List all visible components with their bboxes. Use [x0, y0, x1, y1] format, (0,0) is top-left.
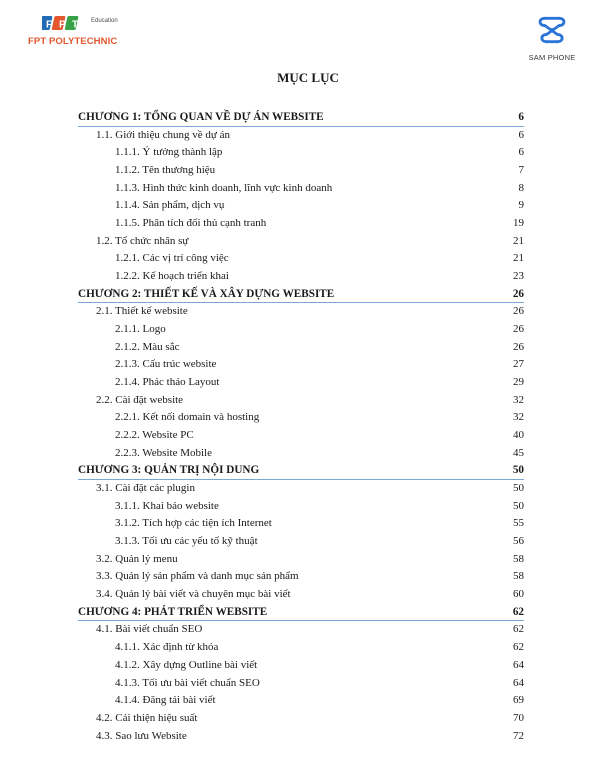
toc-entry-title: 4.1.3. Tối ưu bài viết chuẩn SEO [115, 676, 260, 689]
toc-subsection-row[interactable] [78, 268, 524, 286]
toc-page-number: 64 [513, 676, 524, 689]
toc-subsection-row[interactable] [78, 639, 524, 657]
toc-page-number: 7 [518, 164, 524, 177]
toc-entry-title: 3.3. Quản lý sản phẩm và danh mục sản phẩm [96, 570, 299, 583]
toc-chapter-row[interactable] [78, 286, 524, 304]
toc-page-number: 32 [513, 411, 524, 424]
toc-entry-title: 1.1.5. Phân tích đối thủ cạnh tranh [115, 217, 267, 230]
toc-entry-title: 4.1. Bài viết chuẩn SEO [96, 623, 203, 636]
toc-entry-title: 1.2.1. Các vị trí công việc [115, 252, 229, 265]
toc-section-row[interactable] [78, 392, 524, 410]
toc-page-number: 45 [513, 446, 524, 459]
toc-entry-title: 3.1.3. Tối ưu các yếu tố kỹ thuật [115, 535, 258, 548]
toc-page-number: 6 [518, 146, 524, 159]
toc-page-number: 72 [513, 729, 524, 742]
toc-entry-title: 1.1. Giới thiệu chung về dự án [96, 128, 230, 141]
toc-page-number: 64 [513, 658, 524, 671]
toc-page-number: 55 [513, 517, 524, 530]
toc-page-number: 26 [513, 305, 524, 318]
toc-entry-title: 2.1.3. Cấu trúc website [115, 358, 217, 371]
toc-page-number: 27 [513, 358, 524, 371]
toc-page-number: 58 [513, 552, 524, 565]
toc-subsection-row[interactable] [78, 657, 524, 675]
toc-entry-title: 1.2.2. Kế hoạch triển khai [115, 270, 229, 283]
toc-page-number: 19 [513, 217, 524, 230]
toc-section-row[interactable] [78, 551, 524, 569]
toc-page-number: 50 [512, 464, 524, 477]
toc-page-number: 58 [513, 570, 524, 583]
toc-page-number: 60 [513, 588, 524, 601]
toc-section-row[interactable] [78, 586, 524, 604]
toc-page-number: 32 [513, 393, 524, 406]
toc-subsection-row[interactable] [78, 197, 524, 215]
toc-section-row[interactable] [78, 480, 524, 498]
toc-entry-title: 1.1.3. Hình thức kinh doanh, lĩnh vực kinh doanh [115, 181, 333, 194]
toc-section-row[interactable] [78, 728, 524, 746]
toc-entry-title: 4.1.1. Xác định từ khóa [115, 641, 219, 654]
toc-entry-title: 4.1.2. Xây dựng Outline bài viết [115, 658, 258, 671]
toc-subsection-row[interactable] [78, 409, 524, 427]
toc-entry-title: CHƯƠNG 3: QUẢN TRỊ NỘI DUNG [78, 464, 260, 477]
toc-entry-title: 3.4. Quản lý bài viết và chuyên mục bài viết [96, 588, 291, 601]
toc-subsection-row[interactable] [78, 250, 524, 268]
page-header [0, 0, 616, 80]
sam-phone-logo [520, 12, 584, 72]
toc-entry-title: 1.1.1. Ý tưởng thành lập [115, 146, 223, 159]
toc-entry-title: CHƯƠNG 2: THIẾT KẾ VÀ XÂY DỰNG WEBSITE [78, 287, 335, 300]
toc-entry-title: 3.1.1. Khai báo website [115, 499, 219, 512]
toc-entry-title: CHƯƠNG 1: TỔNG QUAN VỀ DỰ ÁN WEBSITE [78, 111, 324, 123]
toc-section-row[interactable] [78, 127, 524, 145]
toc-entry-title: 2.1.4. Phác thảo Layout [115, 376, 220, 389]
toc-entry-title: 2.2.2. Website PC [115, 429, 194, 442]
toc-subsection-row[interactable] [78, 675, 524, 693]
toc-subsection-row[interactable] [78, 144, 524, 162]
toc-subsection-row[interactable] [78, 445, 524, 463]
toc-subsection-row[interactable] [78, 356, 524, 374]
svg-text:T: T [72, 19, 79, 31]
toc-page-number: 40 [513, 429, 524, 442]
toc-entry-title: 2.1.1. Logo [115, 323, 166, 336]
toc-page-number: 50 [513, 482, 524, 495]
toc-entry-title: 2.2.3. Website Mobile [115, 446, 212, 459]
toc-page-number: 50 [513, 499, 524, 512]
toc-subsection-row[interactable] [78, 180, 524, 198]
toc-subsection-row[interactable] [78, 427, 524, 445]
toc-chapter-row[interactable] [78, 604, 524, 622]
fpt-logo-icon [42, 14, 82, 32]
toc-page-number: 21 [513, 234, 524, 247]
toc-subsection-row[interactable] [78, 692, 524, 710]
fpt-education-label: Education [91, 18, 118, 24]
toc-entry-title: 2.2.1. Kết nối domain và hosting [115, 411, 260, 424]
toc-entry-title: 3.2. Quản lý menu [96, 552, 178, 565]
toc-title: MỤC LỤC [277, 70, 339, 85]
toc-page-number: 8 [518, 181, 524, 194]
toc-entry-title: 2.1. Thiết kế website [96, 305, 188, 318]
toc-page-number: 23 [513, 270, 524, 283]
svg-text:P: P [59, 19, 66, 31]
toc-subsection-row[interactable] [78, 498, 524, 516]
toc-page-number: 6 [518, 128, 524, 141]
toc-page-number: 26 [513, 340, 524, 353]
toc-entry-title: 3.1.2. Tích hợp các tiện ích Internet [115, 517, 272, 530]
toc-entry-title: 1.2. Tổ chức nhân sự [96, 234, 189, 247]
toc-subsection-row[interactable] [78, 321, 524, 339]
toc-page-number: 26 [513, 323, 524, 336]
toc-subsection-row[interactable] [78, 515, 524, 533]
toc-entry-title: 1.1.4. Sản phẩm, dịch vụ [115, 199, 225, 212]
toc-subsection-row[interactable] [78, 339, 524, 357]
toc-subsection-row[interactable] [78, 374, 524, 392]
toc-section-row[interactable] [78, 621, 524, 639]
toc-page-number: 26 [512, 287, 524, 300]
toc-entry-title: 2.2. Cài đặt website [96, 393, 184, 406]
toc-page-number: 9 [518, 199, 524, 212]
toc-page-number: 21 [513, 252, 524, 265]
toc-subsection-row[interactable] [78, 215, 524, 233]
toc-page-number: 70 [513, 711, 524, 724]
toc-entry-title: 4.1.4. Đăng tải bài viết [115, 694, 216, 707]
toc-page-number: 6 [518, 111, 524, 123]
toc-entry-title: CHƯƠNG 4: PHÁT TRIỂN WEBSITE [78, 605, 268, 618]
table-of-contents [78, 109, 524, 745]
toc-section-row[interactable] [78, 568, 524, 586]
toc-subsection-row[interactable] [78, 162, 524, 180]
toc-entry-title: 1.1.2. Tên thương hiệu [115, 164, 216, 177]
toc-page-number: 62 [513, 623, 524, 636]
toc-entry-title: 3.1. Cài đặt các plugin [96, 482, 195, 495]
fpt-polytechnic-logo [28, 12, 138, 52]
toc-page-number: 62 [512, 605, 524, 618]
toc-subsection-row[interactable] [78, 533, 524, 551]
sam-phone-label: SAM PHONE [528, 53, 576, 62]
toc-page-number: 29 [513, 376, 524, 389]
toc-entry-title: 4.2. Cải thiện hiệu suất [96, 711, 198, 724]
toc-page-number: 56 [513, 535, 524, 548]
toc-section-row[interactable] [78, 710, 524, 728]
fpt-polytechnic-label: FPT POLYTECHNIC [28, 36, 118, 47]
toc-entry-title: 2.1.2. Màu sắc [115, 340, 180, 353]
toc-entry-title: 4.3. Sao lưu Website [96, 729, 187, 742]
toc-chapter-row[interactable] [78, 462, 524, 480]
sam-phone-logo-icon [534, 12, 570, 48]
toc-section-row[interactable] [78, 303, 524, 321]
toc-section-row[interactable] [78, 233, 524, 251]
toc-page-number: 62 [513, 641, 524, 654]
toc-chapter-row[interactable] [78, 109, 524, 127]
toc-page-number: 69 [513, 694, 524, 707]
svg-text:F: F [46, 19, 53, 31]
